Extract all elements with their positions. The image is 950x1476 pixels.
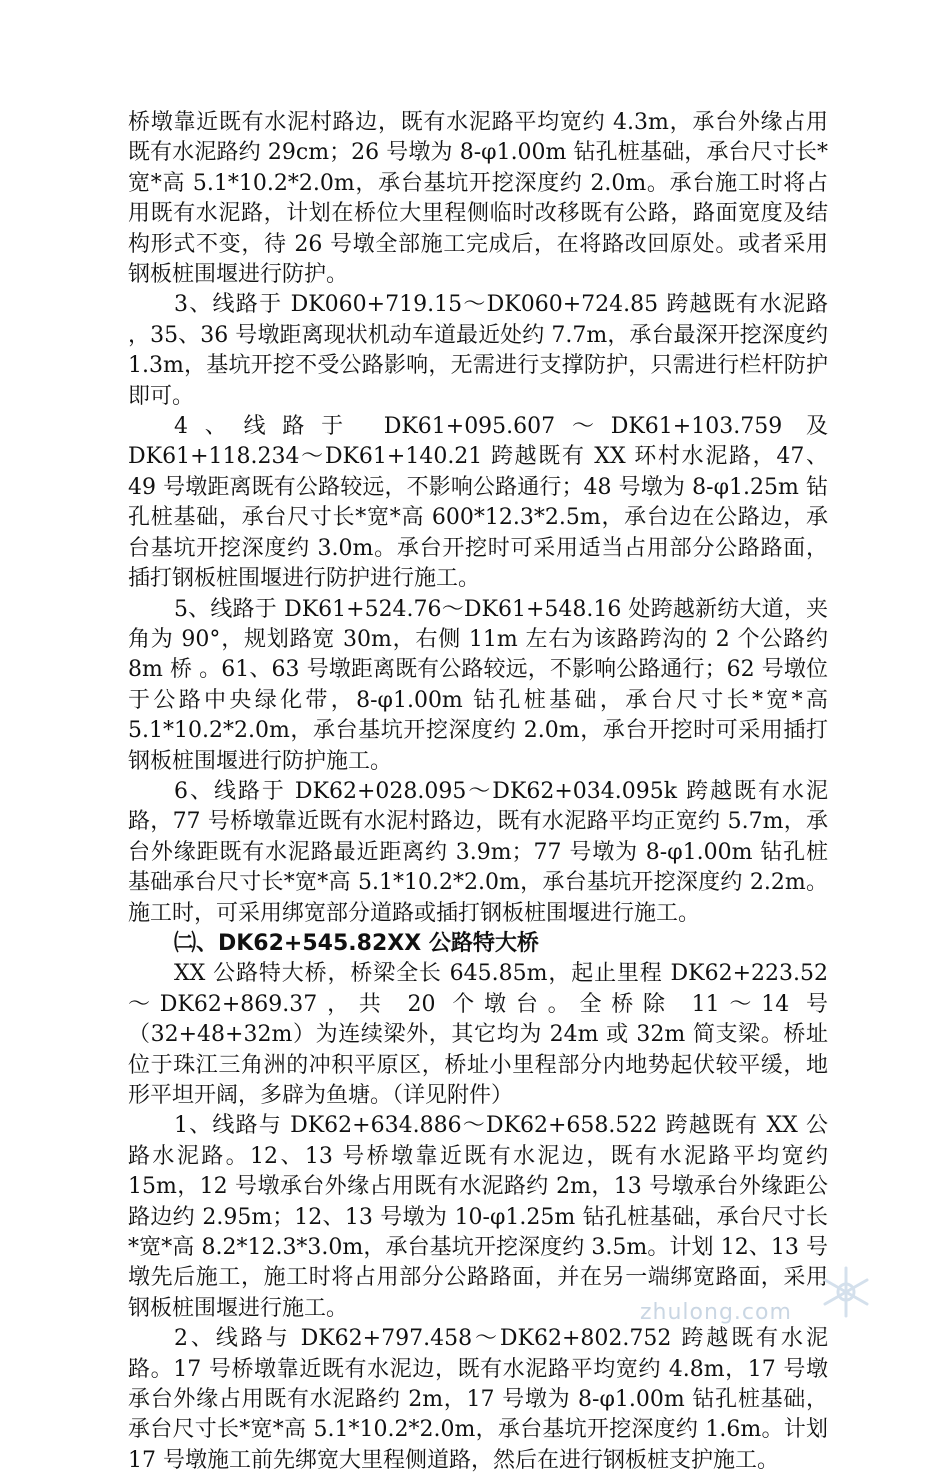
paragraph-pier-26: 桥墩靠近既有水泥村路边，既有水泥路平均宽约 4.3m，承台外缘占用既有水泥路约 29cm；26 号墩为 8-φ1.00m 钻孔桩基础，承台尺寸长*宽*高 5.1*10.2*2.0m，承台基坑开挖深度约 2.0m。承台施工时将占用既有水泥路，计划在桥位大里程侧临时改移既有公路，路面宽度及结构形式不变，待 26 号墩全部施工完成后，在将路改回原处。或者采用钢板桩围堰进行防护。 (128, 110, 828, 288)
paragraph-bridge-overview: XX 公路特大桥，桥梁全长 645.85m，起止里程 DK62+223.52～DK62+869.37，共 20 个墩台。全桥除 11～14 号（32+48+32m）为连续梁外，其它均为 24m 或 32m 简支梁。桥址位于珠江三角洲的冲积平原区，桥址小里程部分内地势起伏较平缓，地形平坦开阔，多辟为鱼塘。（详见附件） (128, 961, 828, 1108)
watermark-text: zhulong.com (640, 1300, 792, 1325)
snowflake-logo-icon (816, 1262, 876, 1322)
paragraph-item-6: 6、线路于 DK62+028.095～DK62+034.095k 跨越既有水泥路，77 号桥墩靠近既有水泥村路边，既有水泥路平均正宽约 5.7m，承台外缘距既有水泥路最近距离约 3.9m；77 号墩为 8-φ1.00m 钻孔桩基础承台尺寸长*宽*高 5.1*10.2*2.0m，承台基坑开挖深度约 2.2m。施工时，可采用绑宽部分道路或插打钢板桩围堰进行施工。 (128, 778, 828, 926)
paragraph-bridge-item-2: 2、线路与 DK62+797.458～DK62+802.752 跨越既有水泥路。17 号桥墩靠近既有水泥边，既有水泥路平均宽约 4.8m，17 号墩承台外缘占用既有水泥路约 2m，17 号墩为 8-φ1.00m 钻孔桩基础，承台尺寸长*宽*高 5.1*10.2*2.0m，承台基坑开挖深度约 1.6m。计划 17 号墩施工前先绑宽大里程侧道路，然后在进行钢板桩支护施工。 (128, 1326, 828, 1473)
paragraph-item-5: 5、线路于 DK61+524.76～DK61+548.16 处跨越新纺大道，夹角为 90°，规划路宽 30m，右侧 11m 左右为该路跨沟的 2 个公路约 8m 桥 。61、63 号墩距离既有公路较远，不影响公路通行；62 号墩位于公路中央绿化带，8-φ1.00m 钻孔桩基础，承台尺寸长*宽*高 5.1*10.2*2.0m，承台基坑开挖深度约 2.0m，承台开挖时可采用插打钢板桩围堰进行防护施工。 (128, 596, 828, 774)
section-heading: ㈡、DK62+545.82XX 公路特大桥 (174, 930, 539, 956)
paragraph-bridge-item-1: 1、线路与 DK62+634.886～DK62+658.522 跨越既有 XX 公路水泥路。12、13 号桥墩靠近既有水泥边，既有水泥路平均宽约 15m，12 号墩承台外缘占用既有水泥路约 2m，13 号墩承台外缘距公路边约 2.95m；12、13 号墩为 10-φ1.25m 钻孔桩基础，承台尺寸长*宽*高 8.2*12.3*3.0m，承台基坑开挖深度约 3.5m。计划 12、13 号墩先后施工，施工时将占用部分公路路面，并在另一端绑宽路面，采用钢板桩围堰进行施工。 (128, 1113, 828, 1321)
body-text (128, 108, 828, 1476)
paragraph-item-3: 3、线路于 DK060+719.15～DK060+724.85 跨越既有水泥路 ，35、36 号墩距离现状机动车道最近处约 7.7m，承台最深开挖深度约 1.3m，基坑开挖不受公路影响，无需进行支撑防护，只需进行栏杆防护即可。 (128, 292, 828, 409)
paragraph-item-4: 4、线路于 DK61+095.607～DK61+103.759 及 DK61+118.234～DK61+140.21 跨越既有 XX 环村水泥路，47、49 号墩距离既有公路较远，不影响公路通行；48 号墩为 8-φ1.25m 钻孔桩基础，承台尺寸长*宽*高 600*12.3*2.5m，承台边在公路边，承台基坑开挖深度约 3.0m。承台开挖时可采用适当占用部分公路路面，插打钢板桩围堰进行防护进行施工。 (128, 414, 828, 592)
